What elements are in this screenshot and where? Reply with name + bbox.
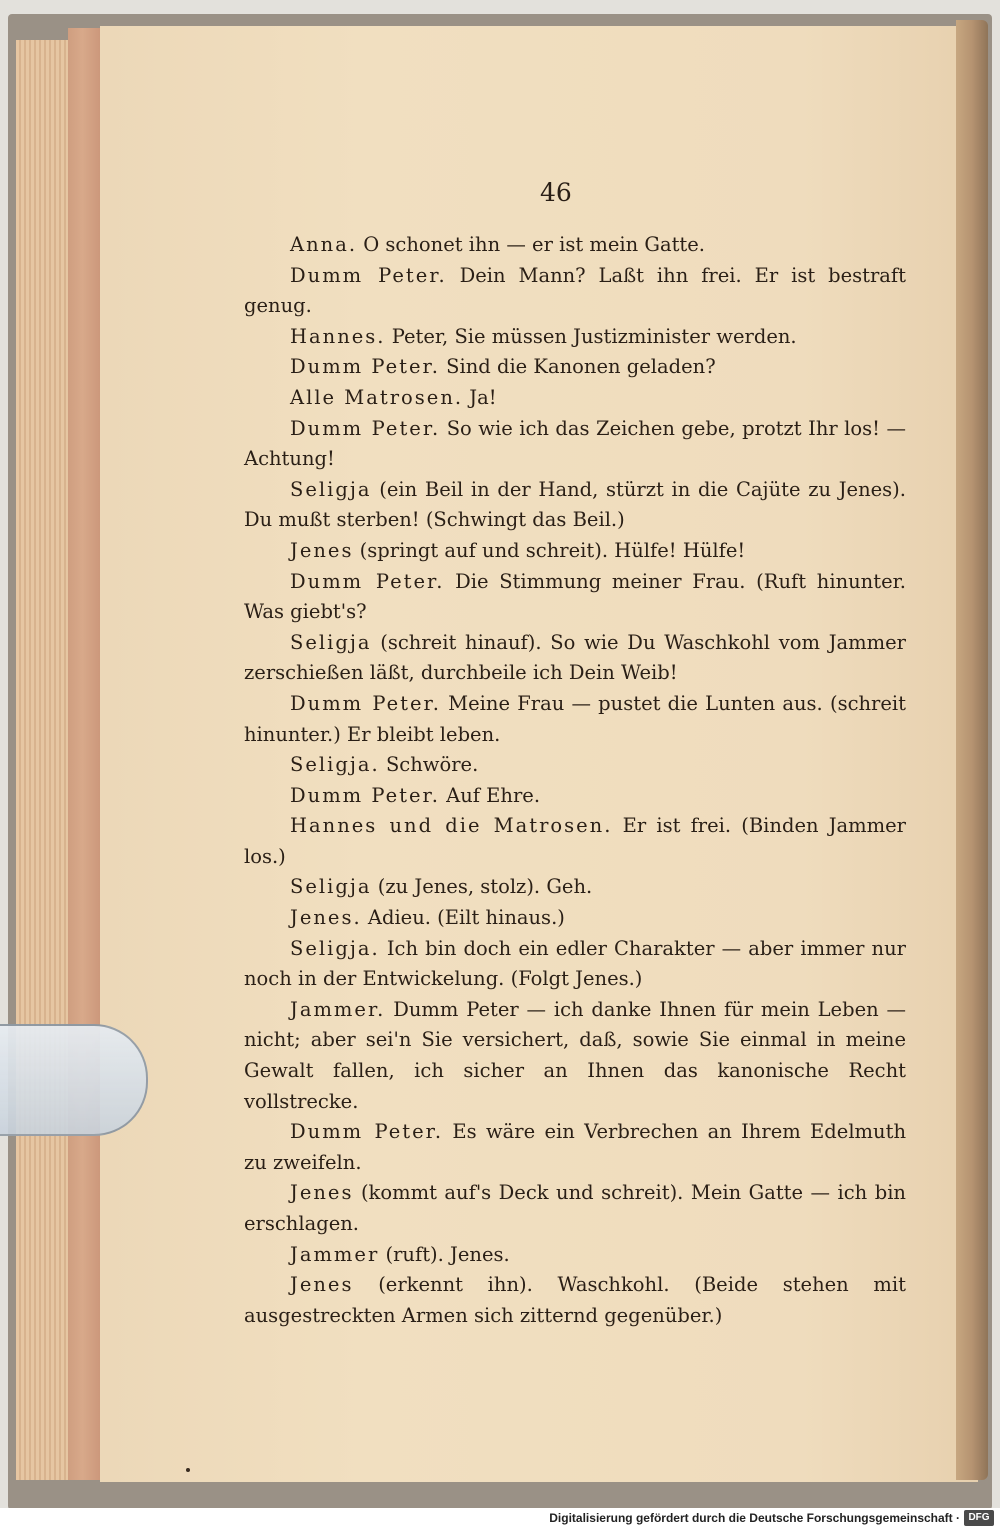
dialogue-text: Adieu. (Eilt hinaus.) [367,906,565,930]
speaker-name: Dumm Peter. [290,1120,444,1144]
speaker-name: Jammer. [290,997,386,1021]
dialogue-paragraph [244,689,906,750]
dialogue-paragraph [244,811,906,872]
speaker-name: Dumm Peter. [290,263,447,287]
speaker-name: Dumm Peter. [290,783,440,807]
speaker-name: Jenes [290,538,354,562]
speaker-name: Anna. [290,233,358,256]
dialogue-text: Schwöre. [385,753,479,777]
speaker-name: Dumm Peter. [290,569,445,593]
dialogue-text: Meine Frau — pustet die Lunten aus. (schreit hinunter.) Er bleibt leben. [244,691,906,746]
funding-credit: Digitalisierung gefördert durch die Deutsche Forschungsgemeinschaft · [549,1511,960,1525]
scanner-finger-clip [0,1024,148,1136]
speaker-name: Dumm Peter. [290,416,441,440]
page-text [244,230,906,1331]
dialogue-text: Peter, Sie müssen Justizminister werden. [391,324,797,348]
dialogue-paragraph [244,750,906,781]
dialogue-text: (kommt auf's Deck und schreit). Mein Gatte — ich bin erschlagen. [244,1181,906,1235]
speaker-name: Jenes [290,1181,354,1205]
dfg-logo: DFG [964,1510,994,1526]
dialogue-paragraph [244,1240,906,1271]
dialogue-paragraph [244,1270,906,1331]
speaker-name: Seligja [290,630,372,654]
dialogue-text: Er ist frei. (Binden Jammer los.) [244,814,907,868]
dialogue-paragraph [244,995,906,1117]
dialogue-paragraph [244,475,906,536]
dialogue-paragraph [244,230,906,261]
dialogue-text: (schreit hinauf). So wie Du Waschkohl vom Jammer zerschießen läßt, durchbeile ich Dein Weib! [244,630,907,685]
ink-speck [186,1468,190,1472]
dialogue-paragraph [244,934,906,995]
dialogue-paragraph [244,1117,906,1178]
dialogue-paragraph [244,383,906,414]
dialogue-text: (zu Jenes, stolz). Geh. [377,875,593,899]
page-edge-right [956,20,988,1480]
page-edge-left [68,28,104,1480]
page-number: 46 [540,178,572,207]
speaker-name: Alle Matrosen. [290,385,464,409]
speaker-name: Dumm Peter. [290,355,440,379]
dialogue-text: (erkennt ihn). Waschkohl. (Beide stehen mit ausgestreckten Armen sich zitternd gegenüber.) [244,1273,906,1327]
dialogue-paragraph [244,352,906,383]
speaker-name: Jenes. [290,906,362,930]
dialogue-text: (ein Beil in der Hand, stürzt in die Cajüte zu Jenes). Du mußt sterben! (Schwingt das Beil.) [244,477,906,532]
dialogue-text: Es wäre ein Verbrechen an Ihrem Edelmuth zu zweifeln. [244,1120,906,1174]
page-stack-edge [16,40,76,1480]
speaker-name: Seligja. [290,936,380,960]
dialogue-paragraph [244,903,906,934]
dialogue-text: Dein Mann? Laßt ihn frei. Er ist bestraft genug. [244,263,906,318]
dialogue-paragraph [244,261,906,322]
dialogue-text: Sind die Kanonen geladen? [446,355,716,379]
speaker-name: Seligja [290,477,372,501]
speaker-name: Seligja [290,875,372,899]
dialogue-paragraph [244,567,906,628]
dialogue-paragraph [244,536,906,567]
dialogue-text: Dumm Peter — ich danke Ihnen für mein Leben — nicht; aber sei'n Sie versichert, daß, sowie Sie einmal in meine Gewalt fallen, ich sicher an Ihnen das kanonische Recht vollstrecke. [244,997,906,1113]
speaker-name: Jammer [290,1242,380,1266]
dialogue-paragraph [244,628,906,689]
dialogue-paragraph [244,414,906,475]
dialogue-text: Ja! [469,385,497,409]
dialogue-text: Auf Ehre. [446,783,541,807]
dialogue-text: O schonet ihn — er ist mein Gatte. [363,233,706,256]
dialogue-text: So wie ich das Zeichen gebe, protzt Ihr los! — Achtung! [244,416,906,471]
speaker-name: Seligja. [290,753,380,777]
speaker-name: Dumm Peter. [290,691,441,715]
speaker-name: Jenes [290,1273,354,1297]
dialogue-paragraph [244,322,906,353]
dialogue-paragraph [244,872,906,903]
speaker-name: Hannes und die Matrosen. [290,814,613,838]
dialogue-text: (springt auf und schreit). Hülfe! Hülfe! [359,538,746,562]
dialogue-text: Ich bin doch ein edler Charakter — aber immer nur noch in der Entwickelung. (Folgt Jenes.) [244,936,906,991]
speaker-name: Hannes. [290,324,386,348]
dialogue-text: (ruft). Jenes. [385,1242,510,1266]
dialogue-text: Die Stimmung meiner Frau. (Ruft hinunter. Was giebt's? [244,569,906,624]
dialogue-paragraph [244,1178,906,1239]
dialogue-paragraph [244,781,906,812]
